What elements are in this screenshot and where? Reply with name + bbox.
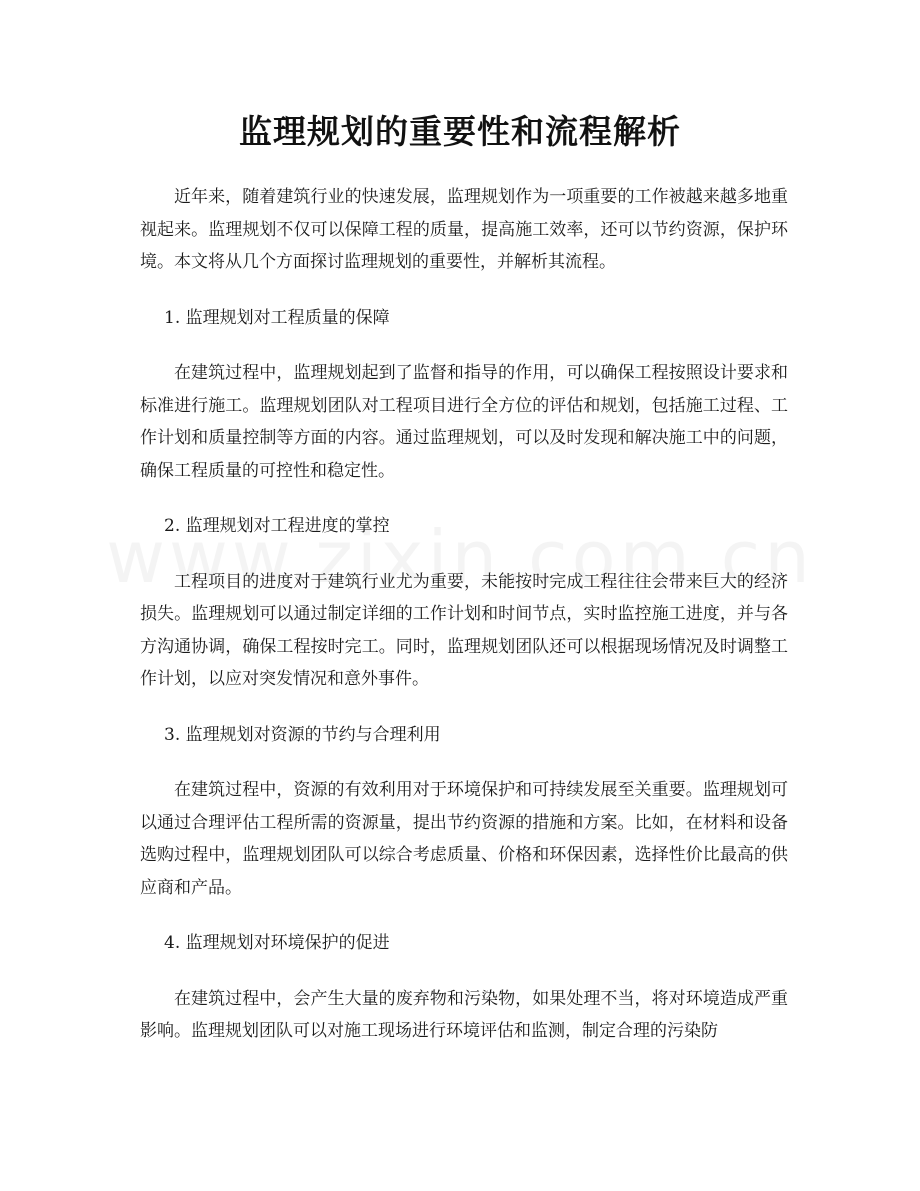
section-heading-1: 1. 监理规划对工程质量的保障 [164, 307, 390, 328]
section-body-2: 工程项目的进度对于建筑行业尤为重要，未能按时完成工程往往会带来巨大的经济损失。监理规划可以通过制定详细的工作计划和时间节点，实时监控施工进度，并与各方沟通协调，确保工程按时完工。同时，监理规划团队还可以根据现场情况及时调整工作计划，以应对突发情况和意外事件。 [140, 571, 788, 689]
section-body-1: 在建筑过程中，监理规划起到了监督和指导的作用，可以确保工程按照设计要求和标准进行施工。监理规划团队对工程项目进行全方位的评估和规划，包括施工过程、工作计划和质量控制等方面的内容。通过监理规划，可以及时发现和解决施工中的问题，确保工程质量的可控性和稳定性。 [140, 363, 788, 481]
document-body [140, 181, 788, 1048]
section-heading-3: 3. 监理规划对资源的节约与合理利用 [164, 724, 441, 745]
section-heading-2: 2. 监理规划对工程进度的掌控 [164, 516, 390, 536]
page-title: 监理规划的重要性和流程解析 [239, 112, 681, 151]
section-body-4: 在建筑过程中，会产生大量的废弃物和污染物，如果处理不当，将对环境造成严重影响。监理规划团队可以对施工现场进行环境评估和监测，制定合理的污染防 [140, 988, 788, 1041]
intro-paragraph: 近年来，随着建筑行业的快速发展，监理规划作为一项重要的工作被越来越多地重视起来。监理规划不仅可以保障工程的质量，提高施工效率，还可以节约资源，保护环境。本文将从几个方面探讨监理规划的重要性，并解析其流程。 [140, 187, 788, 272]
section-heading-4: 4. 监理规划对环境保护的促进 [164, 933, 390, 953]
section-body-3: 在建筑过程中，资源的有效利用对于环境保护和可持续发展至关重要。监理规划可以通过合理评估工程所需的资源量，提出节约资源的措施和方案。比如，在材料和设备选购过程中，监理规划团队可以综合考虑质量、价格和环保因素，选择性价比最高的供应商和产品。 [140, 780, 788, 898]
